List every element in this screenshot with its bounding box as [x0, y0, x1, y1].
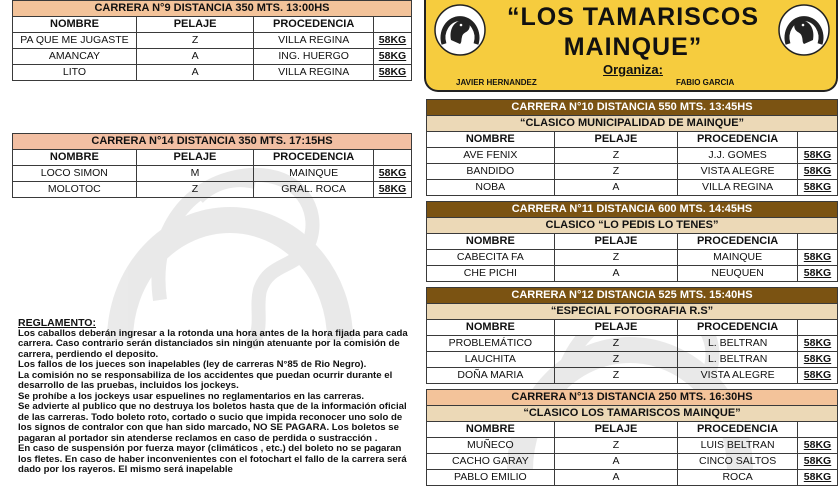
horse-coat: A — [554, 266, 678, 282]
table-row — [427, 180, 838, 196]
race-13-table — [426, 389, 838, 486]
race-9-table — [12, 0, 412, 81]
table-row — [13, 49, 412, 65]
horse-coat: A — [136, 49, 253, 65]
table-row — [13, 65, 412, 81]
col-procedencia: PROCEDENCIA — [678, 234, 798, 250]
rules-paragraph: Los fallos de los jueces son inapelables (ley de carreras N°85 de Rio Negro). — [18, 359, 367, 370]
horse-coat: M — [136, 166, 254, 182]
col-nombre: NOMBRE — [427, 132, 555, 148]
horse-origin: CINCO SALTOS — [678, 454, 798, 470]
horse-weight: 58KG — [798, 336, 838, 352]
race-13-header: CARRERA N°13 DISTANCIA 250 MTS. 16:30HS — [427, 390, 838, 406]
horse-name: NOBA — [427, 180, 555, 196]
horse-weight: 58KG — [374, 49, 412, 65]
horse-origin: MAINQUE — [678, 250, 798, 266]
table-row — [427, 454, 838, 470]
horse-origin: LUIS BELTRAN — [678, 438, 798, 454]
col-kg — [374, 17, 412, 33]
horse-weight: 58KG — [374, 65, 412, 81]
horse-coat: Z — [554, 250, 678, 266]
table-row — [13, 182, 412, 198]
horse-name: AVE FENIX — [427, 148, 555, 164]
col-nombre: NOMBRE — [427, 422, 555, 438]
race-9-header: CARRERA N°9 DISTANCIA 350 MTS. 13:00HS — [13, 1, 412, 17]
rules-paragraph: Los caballos deberán ingresar a la rotonda una hora antes de la hora fijada para cada carrera. Caso contrario serán distanciados sin ningún atenuante por la comisión de carrera, perdiendo el deposito. — [18, 327, 408, 360]
col-procedencia: PROCEDENCIA — [678, 132, 798, 148]
horse-origin: MAINQUE — [254, 166, 374, 182]
table-row — [427, 148, 838, 164]
rules-paragraph: La comisión no se responsabiliza de los accidentes que puedan ocurrir durante el desarrollo de las pruebas, incluidos los jockeys. — [18, 369, 393, 391]
horse-horseshoe-logo-icon — [778, 4, 830, 56]
horse-coat: A — [554, 180, 678, 196]
table-row — [427, 266, 838, 282]
col-kg — [798, 132, 838, 148]
rules-section — [18, 318, 410, 476]
table-row — [13, 166, 412, 182]
rules-paragraph: En caso de suspensión por fuerza mayor (climáticos , etc.) del boleto no se pagaran los fletes. En caso de haber inconvenientes con el fotochart el fallo de la carrera será dado por los rayeros. El mismo será inapelable — [18, 443, 407, 475]
col-pelaje: PELAJE — [554, 422, 678, 438]
col-procedencia: PROCEDENCIA — [678, 422, 798, 438]
horse-weight: 58KG — [798, 454, 838, 470]
horse-coat: Z — [554, 336, 678, 352]
rules-title: REGLAMENTO: — [18, 317, 96, 329]
horse-name: BANDIDO — [427, 164, 555, 180]
table-row — [427, 250, 838, 266]
col-kg — [798, 320, 838, 336]
banner-title-line1: “LOS TAMARISCOS — [506, 3, 760, 31]
col-pelaje: PELAJE — [554, 320, 678, 336]
horse-coat: Z — [554, 148, 678, 164]
col-pelaje: PELAJE — [554, 132, 678, 148]
horse-weight: 58KG — [374, 33, 412, 49]
horse-horseshoe-logo-icon — [434, 4, 486, 56]
col-kg — [798, 234, 838, 250]
col-nombre: NOMBRE — [427, 320, 555, 336]
horse-name: CACHO GARAY — [427, 454, 555, 470]
col-pelaje: PELAJE — [136, 150, 254, 166]
race-10-subtitle: “CLASICO MUNICIPALIDAD DE MAINQUE” — [427, 116, 838, 132]
race-11-subtitle: CLASICO “LO PEDIS LO TENES” — [427, 218, 838, 234]
horse-weight: 58KG — [798, 352, 838, 368]
horse-name: PROBLEMÁTICO — [427, 336, 555, 352]
horse-name: PA QUE ME JUGASTE — [13, 33, 137, 49]
col-pelaje: PELAJE — [554, 234, 678, 250]
horse-coat: Z — [554, 164, 678, 180]
horse-origin: GRAL. ROCA — [254, 182, 374, 198]
horse-coat: Z — [136, 182, 254, 198]
horse-weight: 58KG — [798, 164, 838, 180]
col-kg — [798, 422, 838, 438]
table-row — [427, 164, 838, 180]
horse-weight: 58KG — [798, 180, 838, 196]
horse-weight: 58KG — [798, 438, 838, 454]
horse-name: PABLO EMILIO — [427, 470, 555, 486]
horse-coat: Z — [554, 368, 678, 384]
rules-paragraph: Se advierte al publico que no destruya los boletos hasta que de la información oficial de las carreras. Todo boleto roto, cortado o sucio que impida reconocer uno solo de los signos de contralor con que han sido marcado, NO SE PAGARA. Los boletos se pagaran al portador sin atenderse reclamos en caso de perdida o sustracción . — [18, 401, 407, 444]
rules-paragraph: Se prohíbe a los jockeys usar espuelines no reglamentarios en las carreras. — [18, 390, 365, 402]
horse-coat: A — [554, 454, 678, 470]
horse-origin: VILLA REGINA — [254, 65, 374, 81]
col-nombre: NOMBRE — [13, 150, 137, 166]
table-row — [427, 352, 838, 368]
race-10-header: CARRERA N°10 DISTANCIA 550 MTS. 13:45HS — [427, 100, 838, 116]
horse-name: DOÑA MARIA — [427, 368, 555, 384]
race-11-table — [426, 201, 838, 282]
table-row — [427, 368, 838, 384]
horse-weight: 58KG — [374, 182, 412, 198]
table-row — [427, 470, 838, 486]
col-procedencia: PROCEDENCIA — [678, 320, 798, 336]
horse-origin: VISTA ALEGRE — [678, 368, 798, 384]
organizer-1: JAVIER HERNANDEZ — [456, 78, 537, 87]
horse-weight: 58KG — [798, 368, 838, 384]
col-nombre: NOMBRE — [13, 17, 137, 33]
col-pelaje: PELAJE — [136, 17, 253, 33]
banner-title — [488, 2, 778, 62]
horse-coat: Z — [554, 352, 678, 368]
horse-name: MOLOTOC — [13, 182, 137, 198]
race-14-header: CARRERA N°14 DISTANCIA 350 MTS. 17:15HS — [13, 134, 412, 150]
horse-coat: Z — [136, 33, 253, 49]
table-row — [427, 336, 838, 352]
organiza-label: Organiza: — [603, 62, 663, 77]
horse-weight: 58KG — [798, 266, 838, 282]
col-kg — [374, 150, 412, 166]
horse-origin: ING. HUERGO — [254, 49, 374, 65]
horse-origin: J.J. GOMES — [678, 148, 798, 164]
horse-origin: L. BELTRAN — [678, 336, 798, 352]
horse-coat: Z — [554, 438, 678, 454]
horse-origin: NEUQUEN — [678, 266, 798, 282]
horse-name: LOCO SIMON — [13, 166, 137, 182]
horse-weight: 58KG — [798, 470, 838, 486]
horse-name: LITO — [13, 65, 137, 81]
horse-origin: VISTA ALEGRE — [678, 164, 798, 180]
horse-name: AMANCAY — [13, 49, 137, 65]
race-10-table — [426, 99, 838, 196]
horse-origin: VILLA REGINA — [254, 33, 374, 49]
table-row — [13, 33, 412, 49]
horse-origin: ROCA — [678, 470, 798, 486]
horse-origin: L. BELTRAN — [678, 352, 798, 368]
col-nombre: NOMBRE — [427, 234, 555, 250]
race-14-table — [12, 133, 412, 198]
race-12-subtitle: “ESPECIAL FOTOGRAFIA R.S” — [427, 304, 838, 320]
table-row — [427, 438, 838, 454]
race-12-table — [426, 287, 838, 384]
horse-weight: 58KG — [374, 166, 412, 182]
event-banner — [424, 0, 838, 92]
col-procedencia: PROCEDENCIA — [254, 17, 374, 33]
organizer-2: FABIO GARCIA — [676, 78, 735, 87]
banner-title-line2: MAINQUE” — [563, 33, 703, 61]
horse-origin: VILLA REGINA — [678, 180, 798, 196]
horse-name: MUÑECO — [427, 438, 555, 454]
race-13-subtitle: “CLASICO LOS TAMARISCOS MAINQUE” — [427, 406, 838, 422]
col-procedencia: PROCEDENCIA — [254, 150, 374, 166]
horse-name: CHE PICHI — [427, 266, 555, 282]
race-12-header: CARRERA N°12 DISTANCIA 525 MTS. 15:40HS — [427, 288, 838, 304]
horse-name: LAUCHITA — [427, 352, 555, 368]
horse-weight: 58KG — [798, 148, 838, 164]
race-11-header: CARRERA N°11 DISTANCIA 600 MTS. 14:45HS — [427, 202, 838, 218]
horse-coat: A — [554, 470, 678, 486]
horse-name: CABECITA FA — [427, 250, 555, 266]
horse-coat: A — [136, 65, 253, 81]
horse-weight: 58KG — [798, 250, 838, 266]
